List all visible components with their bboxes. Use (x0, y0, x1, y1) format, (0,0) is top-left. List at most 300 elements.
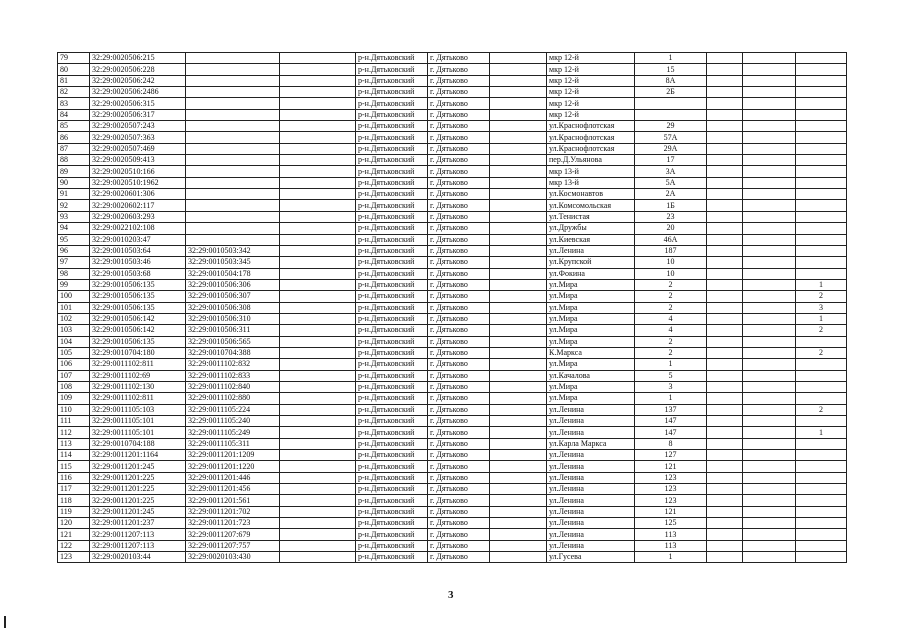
blank-column-4-cell (743, 506, 796, 517)
house-number-cell: 125 (635, 518, 707, 529)
blank-column-4-cell (743, 381, 796, 392)
house-number-cell: 1 (635, 359, 707, 370)
blank-column-3-cell (707, 347, 743, 358)
page-number: 3 (448, 589, 454, 601)
cadastral-number-land-cell: 32:29:0022102:108 (90, 223, 186, 234)
city-cell: г. Дятьково (428, 518, 490, 529)
street-cell: ул.Дружбы (547, 223, 635, 234)
street-cell: мкр 12-й (547, 87, 635, 98)
blank-column-2-cell (490, 484, 547, 495)
table-row (58, 189, 847, 200)
apartment-number-cell (796, 416, 847, 427)
city-cell: г. Дятьково (428, 211, 490, 222)
table-row (58, 404, 847, 415)
city-cell: г. Дятьково (428, 121, 490, 132)
blank-column-cell (280, 132, 356, 143)
apartment-number-cell (796, 540, 847, 551)
table-row (58, 484, 847, 495)
apartment-number-cell (796, 211, 847, 222)
blank-column-2-cell (490, 98, 547, 109)
blank-column-cell (280, 404, 356, 415)
table-row (58, 540, 847, 551)
apartment-number-cell: 2 (796, 291, 847, 302)
row-number-cell: 95 (58, 234, 90, 245)
street-cell: ул.Ленина (547, 518, 635, 529)
row-number-cell: 104 (58, 336, 90, 347)
street-cell: ул.Мира (547, 302, 635, 313)
cadastral-number-building-cell (186, 189, 280, 200)
apartment-number-cell: 2 (796, 325, 847, 336)
cadastral-number-land-cell: 32:29:0010506:142 (90, 325, 186, 336)
cadastral-number-building-cell: 32:29:0010506:308 (186, 302, 280, 313)
street-cell: мкр 13-й (547, 166, 635, 177)
table-row (58, 393, 847, 404)
blank-column-3-cell (707, 211, 743, 222)
district-cell: р-н.Дятьковский (356, 75, 428, 86)
city-cell: г. Дятьково (428, 540, 490, 551)
district-cell: р-н.Дятьковский (356, 143, 428, 154)
cadastral-number-building-cell: 32:29:0011102:832 (186, 359, 280, 370)
table-row (58, 518, 847, 529)
apartment-number-cell (796, 53, 847, 64)
cadastral-number-land-cell: 32:29:0011201:245 (90, 461, 186, 472)
registry-table (57, 52, 847, 563)
district-cell: р-н.Дятьковский (356, 121, 428, 132)
blank-column-3-cell (707, 393, 743, 404)
row-number-cell: 119 (58, 506, 90, 517)
street-cell: пер.Д.Ульянова (547, 155, 635, 166)
row-number-cell: 81 (58, 75, 90, 86)
table-row (58, 98, 847, 109)
city-cell: г. Дятьково (428, 279, 490, 290)
row-number-cell: 87 (58, 143, 90, 154)
blank-column-4-cell (743, 552, 796, 563)
district-cell: р-н.Дятьковский (356, 416, 428, 427)
cadastral-number-land-cell: 32:29:0020507:469 (90, 143, 186, 154)
row-number-cell: 100 (58, 291, 90, 302)
table-row (58, 552, 847, 563)
street-cell: ул.Ленина (547, 472, 635, 483)
city-cell: г. Дятьково (428, 404, 490, 415)
row-number-cell: 107 (58, 370, 90, 381)
row-number-cell: 110 (58, 404, 90, 415)
table-row (58, 121, 847, 132)
apartment-number-cell (796, 506, 847, 517)
city-cell: г. Дятьково (428, 529, 490, 540)
blank-column-3-cell (707, 223, 743, 234)
cadastral-number-land-cell: 32:29:0020506:2486 (90, 87, 186, 98)
city-cell: г. Дятьково (428, 313, 490, 324)
row-number-cell: 80 (58, 64, 90, 75)
cadastral-number-land-cell: 32:29:0011201:245 (90, 506, 186, 517)
apartment-number-cell (796, 268, 847, 279)
blank-column-cell (280, 143, 356, 154)
cadastral-number-land-cell: 32:29:0020601:306 (90, 189, 186, 200)
table-row (58, 472, 847, 483)
house-number-cell: 187 (635, 245, 707, 256)
blank-column-3-cell (707, 450, 743, 461)
district-cell: р-н.Дятьковский (356, 189, 428, 200)
blank-column-4-cell (743, 325, 796, 336)
cadastral-number-building-cell: 32:29:0011201:723 (186, 518, 280, 529)
blank-column-4-cell (743, 291, 796, 302)
blank-column-2-cell (490, 75, 547, 86)
blank-column-cell (280, 495, 356, 506)
blank-column-4-cell (743, 540, 796, 551)
blank-column-4-cell (743, 495, 796, 506)
apartment-number-cell (796, 472, 847, 483)
cadastral-number-land-cell: 32:29:0020507:243 (90, 121, 186, 132)
cadastral-number-building-cell (186, 200, 280, 211)
blank-column-4-cell (743, 177, 796, 188)
row-number-cell: 83 (58, 98, 90, 109)
cadastral-number-building-cell (186, 87, 280, 98)
district-cell: р-н.Дятьковский (356, 359, 428, 370)
city-cell: г. Дятьково (428, 302, 490, 313)
blank-column-2-cell (490, 540, 547, 551)
house-number-cell: 1Б (635, 200, 707, 211)
city-cell: г. Дятьково (428, 64, 490, 75)
blank-column-4-cell (743, 64, 796, 75)
cadastral-number-land-cell: 32:29:0011201:237 (90, 518, 186, 529)
district-cell: р-н.Дятьковский (356, 495, 428, 506)
blank-column-4-cell (743, 484, 796, 495)
table-row (58, 200, 847, 211)
table-row (58, 529, 847, 540)
cadastral-number-building-cell (186, 132, 280, 143)
blank-column-2-cell (490, 472, 547, 483)
district-cell: р-н.Дятьковский (356, 381, 428, 392)
blank-column-3-cell (707, 529, 743, 540)
blank-column-4-cell (743, 121, 796, 132)
blank-column-2-cell (490, 381, 547, 392)
cadastral-number-land-cell: 32:29:0011105:101 (90, 427, 186, 438)
apartment-number-cell (796, 381, 847, 392)
street-cell: ул.Ленина (547, 484, 635, 495)
house-number-cell: 4 (635, 313, 707, 324)
street-cell: мкр 12-й (547, 64, 635, 75)
blank-column-4-cell (743, 257, 796, 268)
street-cell: ул.Мира (547, 359, 635, 370)
district-cell: р-н.Дятьковский (356, 268, 428, 279)
house-number-cell: 10 (635, 257, 707, 268)
blank-column-2-cell (490, 87, 547, 98)
city-cell: г. Дятьково (428, 484, 490, 495)
cadastral-number-building-cell: 32:29:0011105:240 (186, 416, 280, 427)
cadastral-number-building-cell (186, 234, 280, 245)
apartment-number-cell: 3 (796, 302, 847, 313)
cadastral-number-building-cell: 32:29:0011102:840 (186, 381, 280, 392)
blank-column-3-cell (707, 132, 743, 143)
cadastral-number-building-cell (186, 143, 280, 154)
house-number-cell: 2Б (635, 87, 707, 98)
district-cell: р-н.Дятьковский (356, 438, 428, 449)
table-row (58, 257, 847, 268)
district-cell: р-н.Дятьковский (356, 64, 428, 75)
house-number-cell: 2А (635, 189, 707, 200)
apartment-number-cell (796, 200, 847, 211)
apartment-number-cell (796, 98, 847, 109)
cadastral-number-land-cell: 32:29:0011201:225 (90, 484, 186, 495)
blank-column-2-cell (490, 313, 547, 324)
row-number-cell: 120 (58, 518, 90, 529)
blank-column-3-cell (707, 143, 743, 154)
district-cell: р-н.Дятьковский (356, 53, 428, 64)
street-cell: ул.Ленина (547, 461, 635, 472)
row-number-cell: 99 (58, 279, 90, 290)
district-cell: р-н.Дятьковский (356, 404, 428, 415)
street-cell: ул.Мира (547, 313, 635, 324)
blank-column-2-cell (490, 495, 547, 506)
blank-column-2-cell (490, 427, 547, 438)
blank-column-3-cell (707, 279, 743, 290)
row-number-cell: 115 (58, 461, 90, 472)
street-cell: ул.Мира (547, 279, 635, 290)
house-number-cell: 127 (635, 450, 707, 461)
city-cell: г. Дятьково (428, 132, 490, 143)
district-cell: р-н.Дятьковский (356, 98, 428, 109)
blank-column-4-cell (743, 75, 796, 86)
row-number-cell: 85 (58, 121, 90, 132)
blank-column-3-cell (707, 438, 743, 449)
blank-column-4-cell (743, 347, 796, 358)
blank-column-2-cell (490, 121, 547, 132)
blank-column-cell (280, 370, 356, 381)
blank-column-3-cell (707, 177, 743, 188)
city-cell: г. Дятьково (428, 109, 490, 120)
blank-column-4-cell (743, 279, 796, 290)
apartment-number-cell (796, 438, 847, 449)
blank-column-cell (280, 87, 356, 98)
apartment-number-cell (796, 109, 847, 120)
cadastral-number-building-cell: 32:29:0010506:310 (186, 313, 280, 324)
district-cell: р-н.Дятьковский (356, 279, 428, 290)
blank-column-4-cell (743, 234, 796, 245)
apartment-number-cell (796, 370, 847, 381)
blank-column-cell (280, 438, 356, 449)
table-row (58, 336, 847, 347)
city-cell: г. Дятьково (428, 223, 490, 234)
district-cell: р-н.Дятьковский (356, 257, 428, 268)
apartment-number-cell (796, 359, 847, 370)
cadastral-number-land-cell: 32:29:0020506:215 (90, 53, 186, 64)
street-cell: мкр 12-й (547, 109, 635, 120)
district-cell: р-н.Дятьковский (356, 393, 428, 404)
blank-column-3-cell (707, 98, 743, 109)
table-row (58, 279, 847, 290)
blank-column-cell (280, 98, 356, 109)
house-number-cell: 2 (635, 279, 707, 290)
district-cell: р-н.Дятьковский (356, 472, 428, 483)
house-number-cell: 137 (635, 404, 707, 415)
city-cell: г. Дятьково (428, 189, 490, 200)
street-cell: ул.Мира (547, 336, 635, 347)
blank-column-3-cell (707, 427, 743, 438)
table-row (58, 381, 847, 392)
blank-column-3-cell (707, 245, 743, 256)
blank-column-4-cell (743, 211, 796, 222)
city-cell: г. Дятьково (428, 200, 490, 211)
district-cell: р-н.Дятьковский (356, 461, 428, 472)
cadastral-number-building-cell (186, 109, 280, 120)
blank-column-2-cell (490, 438, 547, 449)
blank-column-3-cell (707, 155, 743, 166)
cadastral-number-land-cell: 32:29:0010503:46 (90, 257, 186, 268)
table-row (58, 155, 847, 166)
district-cell: р-н.Дятьковский (356, 223, 428, 234)
district-cell: р-н.Дятьковский (356, 291, 428, 302)
table-row (58, 495, 847, 506)
blank-column-3-cell (707, 416, 743, 427)
blank-column-3-cell (707, 495, 743, 506)
row-number-cell: 113 (58, 438, 90, 449)
cadastral-number-building-cell: 32:29:0010506:306 (186, 279, 280, 290)
apartment-number-cell (796, 143, 847, 154)
house-number-cell: 2 (635, 302, 707, 313)
cadastral-number-building-cell: 32:29:0010506:565 (186, 336, 280, 347)
table-row (58, 177, 847, 188)
street-cell: ул.Гусева (547, 552, 635, 563)
blank-column-2-cell (490, 268, 547, 279)
blank-column-3-cell (707, 506, 743, 517)
street-cell: мкр 12-й (547, 53, 635, 64)
blank-column-4-cell (743, 450, 796, 461)
blank-column-2-cell (490, 279, 547, 290)
blank-column-3-cell (707, 540, 743, 551)
table-row (58, 234, 847, 245)
cadastral-number-building-cell: 32:29:0011102:833 (186, 370, 280, 381)
blank-column-cell (280, 325, 356, 336)
street-cell: ул.Карла Маркса (547, 438, 635, 449)
blank-column-3-cell (707, 121, 743, 132)
apartment-number-cell: 1 (796, 279, 847, 290)
house-number-cell: 113 (635, 529, 707, 540)
blank-column-4-cell (743, 370, 796, 381)
row-number-cell: 88 (58, 155, 90, 166)
city-cell: г. Дятьково (428, 75, 490, 86)
row-number-cell: 106 (58, 359, 90, 370)
house-number-cell: 5А (635, 177, 707, 188)
table-row (58, 87, 847, 98)
blank-column-4-cell (743, 143, 796, 154)
row-number-cell: 96 (58, 245, 90, 256)
blank-column-3-cell (707, 552, 743, 563)
city-cell: г. Дятьково (428, 416, 490, 427)
street-cell: мкр 12-й (547, 98, 635, 109)
blank-column-3-cell (707, 234, 743, 245)
table-row (58, 223, 847, 234)
street-cell: ул.Ленина (547, 540, 635, 551)
blank-column-cell (280, 381, 356, 392)
row-number-cell: 109 (58, 393, 90, 404)
cadastral-number-land-cell: 32:29:0011207:113 (90, 540, 186, 551)
blank-column-cell (280, 484, 356, 495)
row-number-cell: 114 (58, 450, 90, 461)
street-cell: ул.Тенистая (547, 211, 635, 222)
apartment-number-cell (796, 132, 847, 143)
row-number-cell: 90 (58, 177, 90, 188)
blank-column-cell (280, 223, 356, 234)
cadastral-number-land-cell: 32:29:0020506:228 (90, 64, 186, 75)
blank-column-cell (280, 472, 356, 483)
blank-column-cell (280, 450, 356, 461)
apartment-number-cell (796, 121, 847, 132)
blank-column-4-cell (743, 518, 796, 529)
blank-column-cell (280, 427, 356, 438)
row-number-cell: 93 (58, 211, 90, 222)
apartment-number-cell (796, 234, 847, 245)
cadastral-number-building-cell: 32:29:0010503:342 (186, 245, 280, 256)
district-cell: р-н.Дятьковский (356, 540, 428, 551)
district-cell: р-н.Дятьковский (356, 302, 428, 313)
blank-column-2-cell (490, 143, 547, 154)
apartment-number-cell (796, 495, 847, 506)
city-cell: г. Дятьково (428, 552, 490, 563)
cadastral-number-land-cell: 32:29:0020103:44 (90, 552, 186, 563)
house-number-cell: 1 (635, 53, 707, 64)
blank-column-cell (280, 518, 356, 529)
row-number-cell: 103 (58, 325, 90, 336)
blank-column-2-cell (490, 291, 547, 302)
blank-column-cell (280, 75, 356, 86)
street-cell: ул.Краснофлотская (547, 132, 635, 143)
blank-column-2-cell (490, 393, 547, 404)
city-cell: г. Дятьково (428, 336, 490, 347)
cadastral-number-land-cell: 32:29:0010506:135 (90, 336, 186, 347)
blank-column-2-cell (490, 64, 547, 75)
apartment-number-cell (796, 87, 847, 98)
blank-column-cell (280, 313, 356, 324)
street-cell: ул.Ленина (547, 506, 635, 517)
city-cell: г. Дятьково (428, 393, 490, 404)
blank-column-2-cell (490, 506, 547, 517)
house-number-cell: 15 (635, 64, 707, 75)
cadastral-number-building-cell: 32:29:0011201:446 (186, 472, 280, 483)
apartment-number-cell (796, 223, 847, 234)
blank-column-cell (280, 189, 356, 200)
blank-column-2-cell (490, 245, 547, 256)
cadastral-number-land-cell: 32:29:0020510:166 (90, 166, 186, 177)
house-number-cell (635, 98, 707, 109)
city-cell: г. Дятьково (428, 155, 490, 166)
row-number-cell: 111 (58, 416, 90, 427)
cadastral-number-building-cell (186, 177, 280, 188)
cadastral-number-land-cell: 32:29:0020510:1962 (90, 177, 186, 188)
blank-column-4-cell (743, 87, 796, 98)
blank-column-cell (280, 245, 356, 256)
house-number-cell: 121 (635, 461, 707, 472)
blank-column-4-cell (743, 189, 796, 200)
table-row (58, 75, 847, 86)
house-number-cell: 2 (635, 291, 707, 302)
city-cell: г. Дятьково (428, 98, 490, 109)
district-cell: р-н.Дятьковский (356, 132, 428, 143)
blank-column-3-cell (707, 291, 743, 302)
table-row (58, 438, 847, 449)
district-cell: р-н.Дятьковский (356, 336, 428, 347)
cadastral-number-land-cell: 32:29:0020507:363 (90, 132, 186, 143)
house-number-cell: 3А (635, 166, 707, 177)
blank-column-3-cell (707, 166, 743, 177)
blank-column-cell (280, 211, 356, 222)
blank-column-3-cell (707, 461, 743, 472)
city-cell: г. Дятьково (428, 245, 490, 256)
apartment-number-cell (796, 245, 847, 256)
table-row (58, 268, 847, 279)
cadastral-number-land-cell: 32:29:0010203:47 (90, 234, 186, 245)
blank-column-4-cell (743, 109, 796, 120)
blank-column-4-cell (743, 404, 796, 415)
